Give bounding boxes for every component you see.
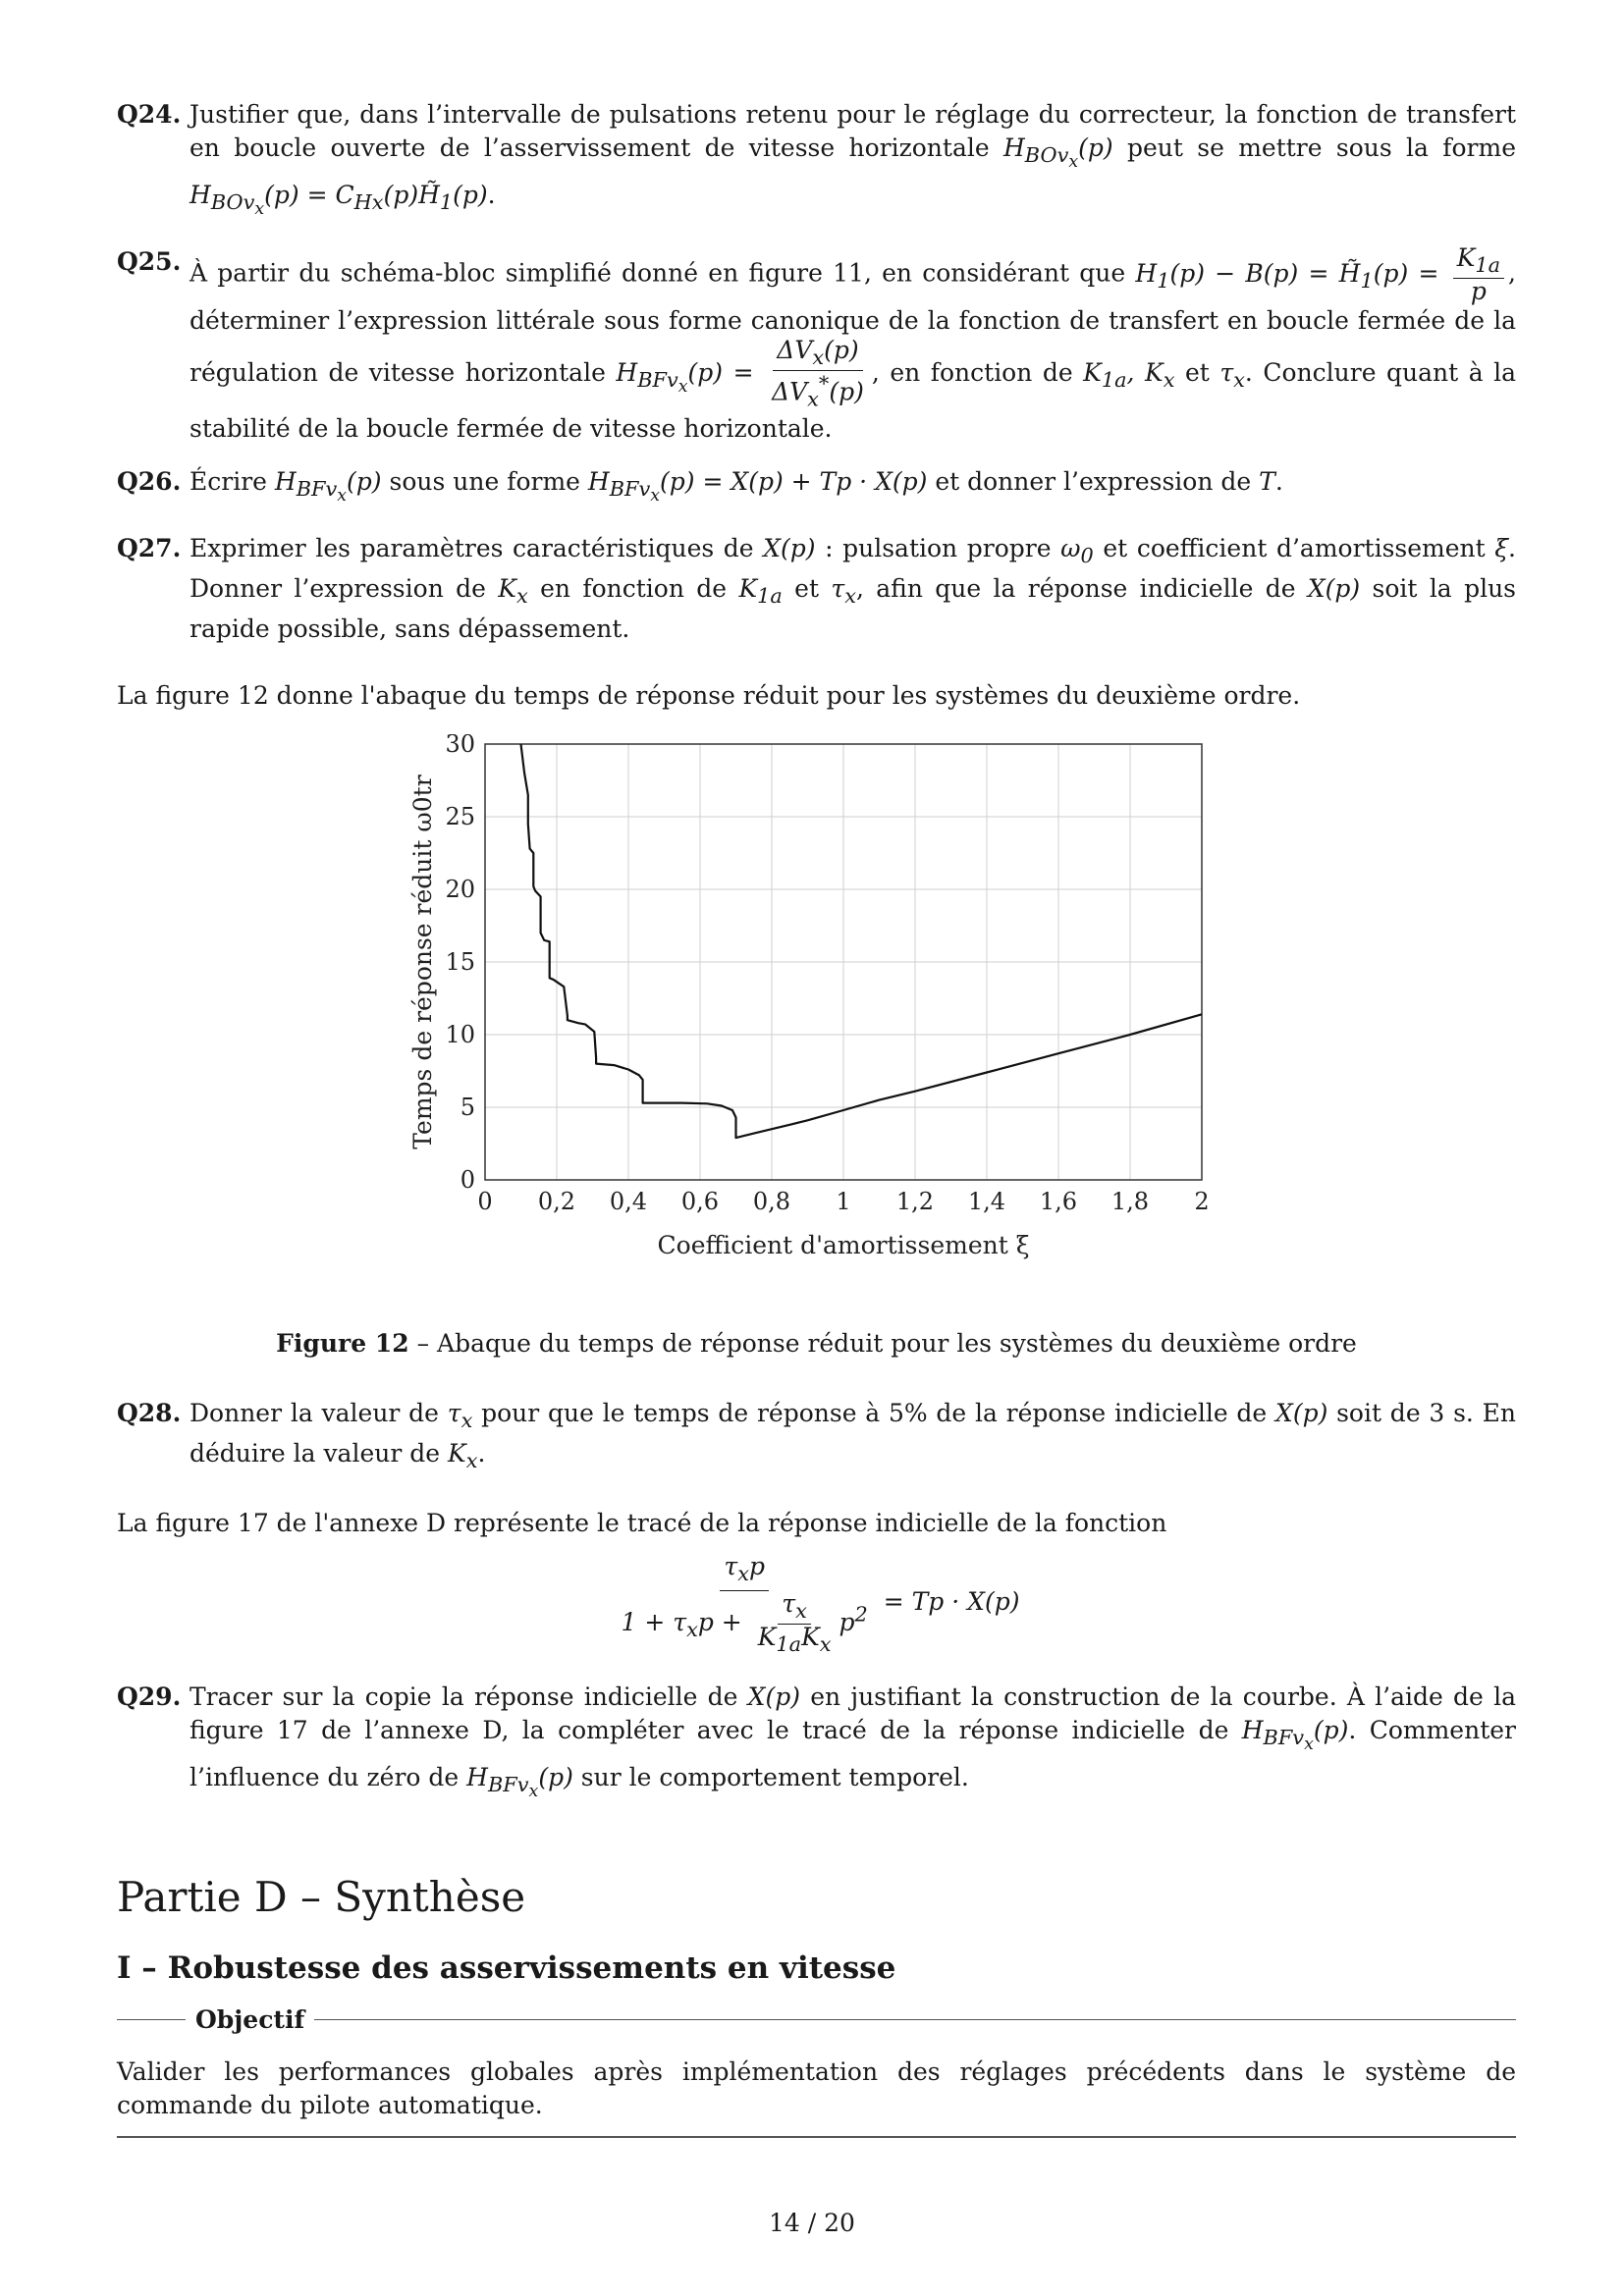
question-number: Q26.	[117, 466, 182, 496]
question-q28	[117, 1397, 1516, 1477]
paragraph-fig17: La figure 17 de l'annexe D représente le tracé de la réponse indicielle de la fonction	[117, 1508, 1167, 1537]
x-tick-label: 0,4	[609, 1187, 648, 1215]
x-tick-label: 0,2	[537, 1187, 576, 1215]
x-tick-label: 1,6	[1039, 1187, 1078, 1215]
objectif-rule-left	[117, 2019, 186, 2021]
page-number: 14 / 20	[769, 2209, 855, 2237]
y-tick-label: 5	[460, 1093, 475, 1121]
question-number: Q27.	[117, 533, 182, 562]
y-axis-label: Temps de réponse réduit ω0tr	[408, 774, 437, 1149]
question-text: Exprimer les paramètres caractéristiques de X(p) : pulsation propre $\omega_0$ et coefficient d’amortissement ξ. Donner l’expression de $K_x$ en fonction de $K_{1a}$ et $\tau_x$, afin que la réponse indicielle de X(p) soit la plus rapide possible, sans dépassement.	[189, 533, 1516, 643]
page-content	[117, 98, 1516, 2138]
question-number: Q24.	[117, 100, 182, 129]
y-tick-label: 0	[460, 1165, 475, 1194]
y-tick-label: 20	[445, 875, 475, 903]
question-q25	[117, 245, 1516, 445]
x-axis-label: Coefficient d'amortissement ξ	[657, 1230, 1030, 1259]
question-number: Q25.	[117, 247, 182, 277]
question-q27	[117, 532, 1516, 646]
question-text: Donner la valeur de $\tau_x$ pour que le temps de réponse à 5% de la réponse indicielle de X(p) soit de 3 s. En déduire la valeur de $K_x$.	[189, 1398, 1516, 1472]
y-tick-label: 15	[445, 947, 475, 976]
section-title: I – Robustesse des asservissements en vitesse	[117, 1950, 896, 1987]
question-text: Justifier que, dans l’intervalle de pulsations retenu pour le réglage du correcteur, la fonction de transfert en boucle ouverte de l’asservissement de vitesse horizontale $H_{BOv_x}(p)$ peut se mettre sous la forme $H_{BOv_x}(p)$ = $C_{Hx}(p)H̃_1(p)$.	[189, 100, 1516, 220]
x-tick-label: 1	[836, 1187, 851, 1215]
x-tick-label: 1,2	[895, 1187, 935, 1215]
series-line	[521, 744, 1203, 1138]
question-text: Écrire $H_{BFv_x}(p)$ sous une forme $H_{BFv_x}(p) = X(p) + Tp \cdot X(p)$ et donner l’expression de T.	[189, 466, 1283, 506]
figure-12	[117, 734, 1516, 1323]
question-text: Tracer sur la copie la réponse indicielle de X(p) en justifiant la construction de la courbe. À l’aide de la figure 17 de l’annexe D, la compléter avec le tracé de la réponse indicielle de $H_{BFv_x}(p)$. Commenter l’influence du zéro de $H_{BFv_x}(p)$ sur le comportement temporel.	[189, 1682, 1516, 1802]
paragraph-fig12: La figure 12 donne l'abaque du temps de réponse réduit pour les systèmes du deuxième ordre.	[117, 680, 1301, 710]
x-tick-label: 0,6	[680, 1187, 720, 1215]
x-tick-label: 1,8	[1110, 1187, 1150, 1215]
caption-label: Figure 12	[276, 1328, 409, 1358]
response-time-chart	[117, 734, 1516, 1304]
question-q24	[117, 98, 1516, 226]
part-title: Partie D – Synthèse	[117, 1873, 526, 1922]
objectif-text: Valider les performances globales après implémentation des réglages précédents dans le système de commande du pilote automatique.	[117, 2057, 1516, 2120]
equation-tp-x: $\tau_xp$ $1 + \tau_xp$ + $\frac{\tau_x}{K_{1a}K_x}$ $p^2$ = Tp · X(p)	[621, 1551, 1020, 1656]
objectif-bottom-rule	[117, 2136, 1516, 2138]
x-tick-label: 0,8	[752, 1187, 791, 1215]
x-tick-label: 1,4	[967, 1187, 1006, 1215]
question-number: Q28.	[117, 1398, 182, 1427]
question-q29	[117, 1681, 1516, 1808]
caption-text: – Abaque du temps de réponse réduit pour les systèmes du deuxième ordre	[408, 1328, 1357, 1358]
objectif-header	[117, 2005, 1516, 2034]
question-number: Q29.	[117, 1682, 182, 1711]
y-tick-label: 10	[445, 1020, 475, 1048]
objectif-rule-right	[314, 2019, 1516, 2021]
y-tick-label: 25	[445, 802, 475, 830]
question-q26	[117, 465, 1516, 512]
y-tick-label: 30	[445, 733, 475, 758]
x-tick-label: 2	[1194, 1187, 1210, 1215]
question-text: À partir du schéma-bloc simplifié donné en figure 11, en considérant que $H_1(p) - B(p)$ = $H̃_1(p)$ = $\frac{K_{1a}}{p}$ , déterminer l’expression littérale sous forme canonique de la fonction de transfert en boucle fermée de la régulation de vitesse horizontale $H_{BFv_x}(p)$ = $\frac{\Delta V_x(p)}{\Delta V_x^*(p)}$ , en fonction de $K_{1a}$, $K_x$ et $\tau_x$. Conclure quant à la stabilité de la boucle fermée de vitesse horizontale.	[189, 243, 1517, 443]
figure-caption	[117, 1329, 1516, 1358]
x-tick-label: 0	[477, 1187, 493, 1215]
objectif-label: Objectif	[195, 2005, 305, 2035]
